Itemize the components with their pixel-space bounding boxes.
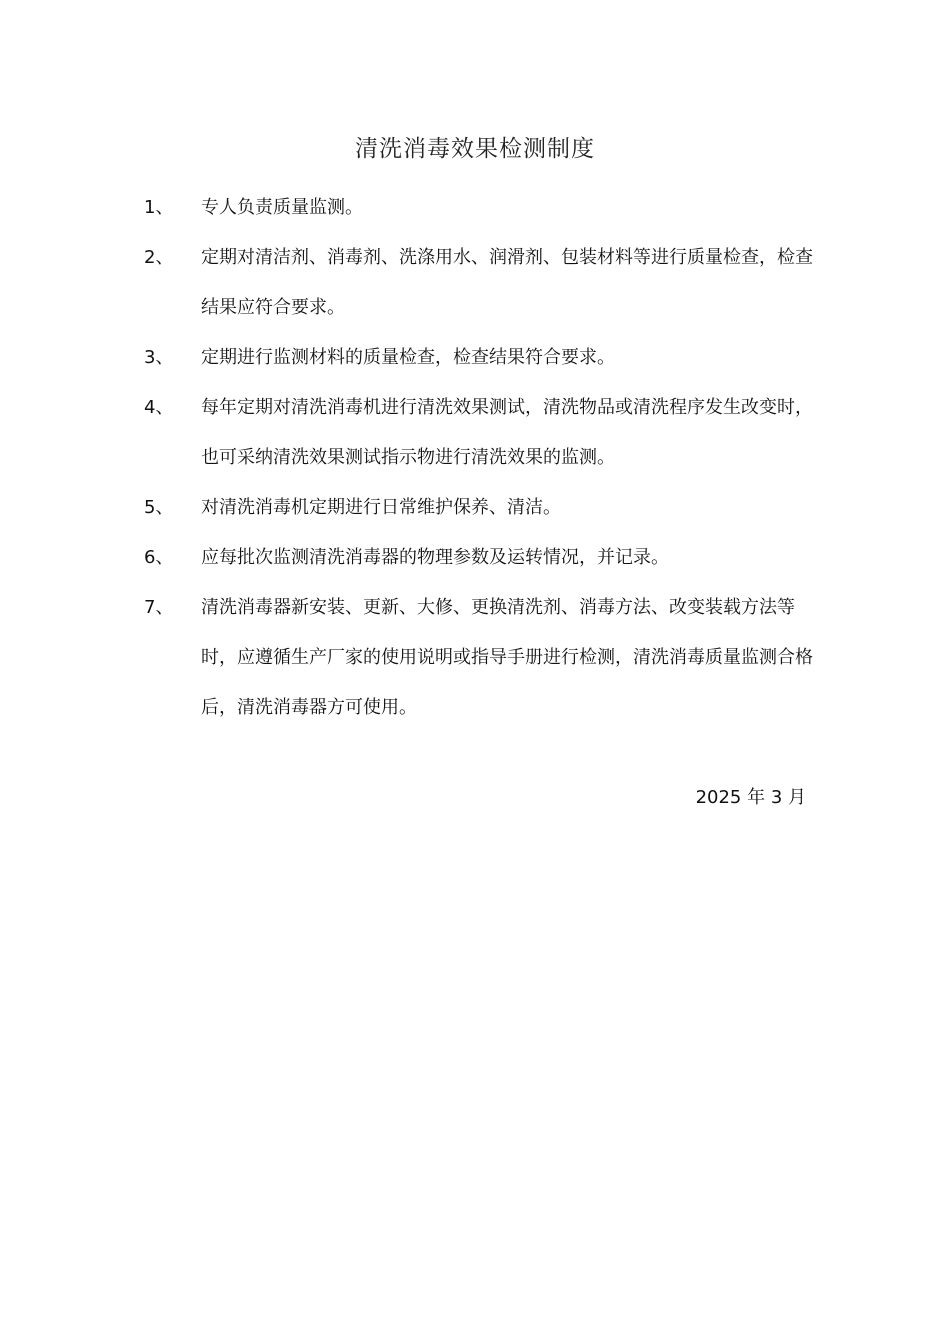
list-item xyxy=(144,583,814,733)
item-text: 定期进行监测材料的质量检查，检查结果符合要求。 xyxy=(201,347,615,368)
item-number: 2、 xyxy=(144,247,174,268)
item-number: 6、 xyxy=(144,547,174,568)
item-text: 清洗消毒器新安装、更新、大修、更换清洗剂、消毒方法、改变装载方法等时，应遵循生产厂家的使用说明或指导手册进行检测，清洗消毒质量监测合格后，清洗消毒器方可使用。 xyxy=(201,597,813,718)
item-text: 定期对清洁剂、消毒剂、洗涤用水、润滑剂、包装材料等进行质量检查，检查结果应符合要求。 xyxy=(201,247,813,318)
list-item xyxy=(144,483,814,533)
item-text: 应每批次监测清洗消毒器的物理参数及运转情况，并记录。 xyxy=(201,547,669,568)
list-item xyxy=(144,333,814,383)
item-number: 7、 xyxy=(144,597,174,618)
item-number: 1、 xyxy=(144,197,174,218)
item-number: 3、 xyxy=(144,347,174,368)
document-date: 2025 年 3 月 xyxy=(695,787,806,808)
item-text: 对清洗消毒机定期进行日常维护保养、清洁。 xyxy=(201,497,561,518)
item-text: 专人负责质量监测。 xyxy=(201,197,363,218)
list-item xyxy=(144,533,814,583)
list-item xyxy=(144,183,814,233)
list-item xyxy=(144,383,814,483)
item-number: 5、 xyxy=(144,497,174,518)
list-item xyxy=(144,233,814,333)
document-title: 清洗消毒效果检测制度 xyxy=(355,136,595,162)
item-text: 每年定期对清洗消毒机进行清洗效果测试，清洗物品或清洗程序发生改变时，也可采纳清洗效果测试指示物进行清洗效果的监测。 xyxy=(201,397,813,468)
item-number: 4、 xyxy=(144,397,174,418)
regulation-list xyxy=(144,183,814,733)
